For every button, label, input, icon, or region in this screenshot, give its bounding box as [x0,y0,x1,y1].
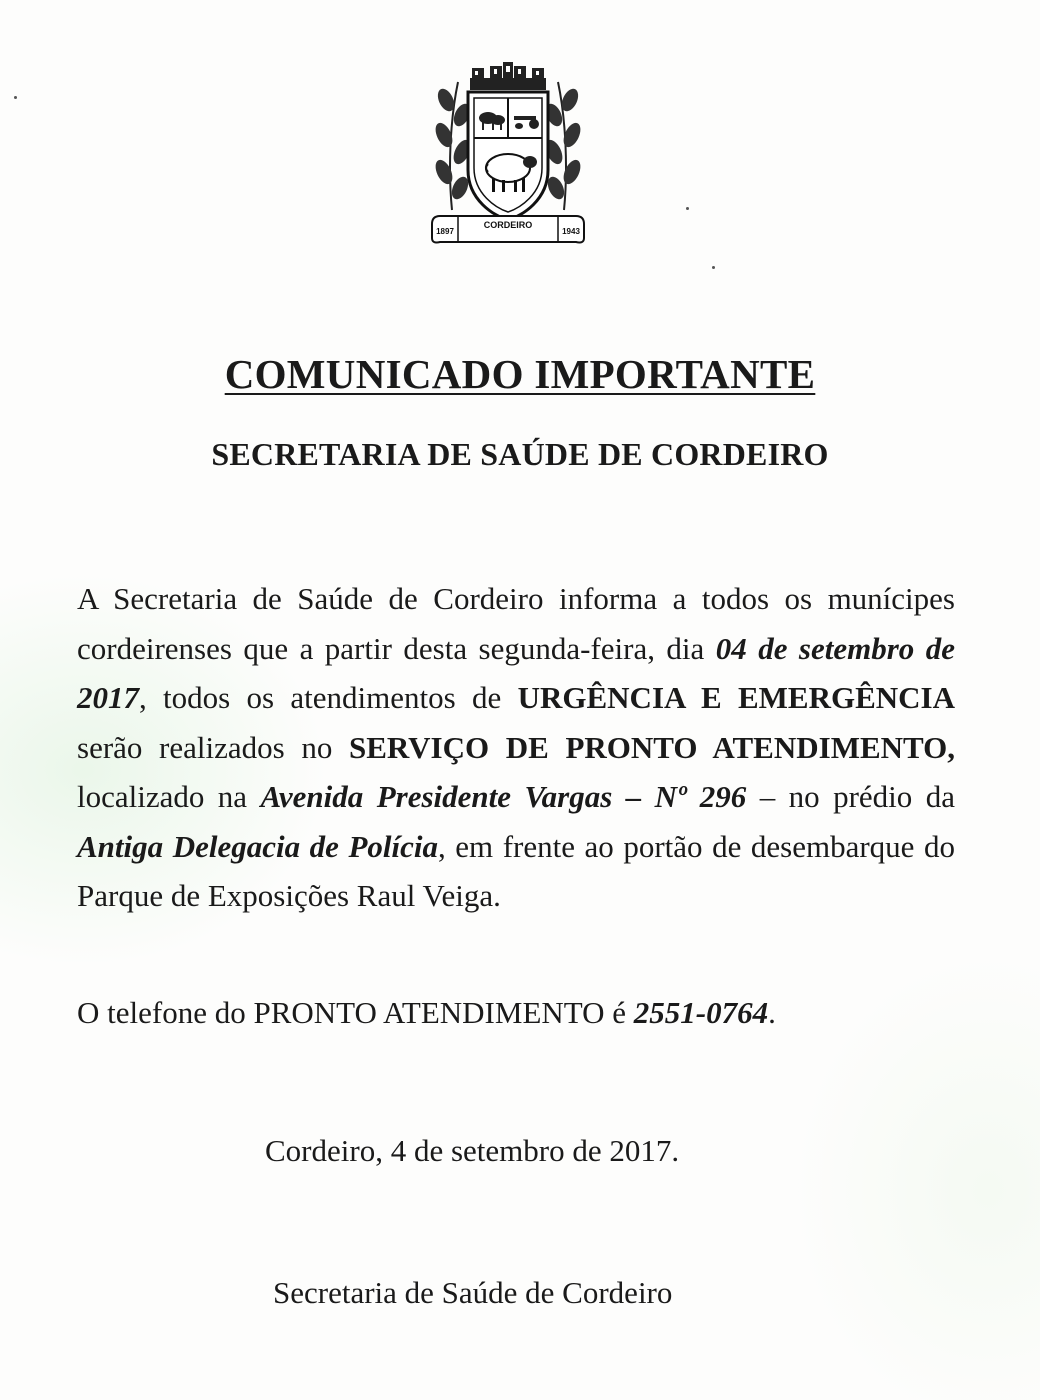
signature: Secretaria de Saúde de Cordeiro [273,1275,673,1310]
scan-speck [712,266,715,269]
body-urgencia: URGÊNCIA E EMERGÊNCIA [517,680,956,715]
body-intro: A Secretaria de Saúde de Cordeiro informa a todos os munícipes cordeirenses que a partir desta segunda-feira, dia [77,581,955,666]
document-subtitle: SECRETARIA DE SAÚDE DE CORDEIRO [211,436,829,472]
body-address: Avenida Presidente Vargas – Nº 296 [260,779,747,814]
coat-of-arms-icon [422,60,594,244]
scan-speck [14,96,17,99]
coat-year-right: 1943 [562,227,580,236]
body-text-3: serão realizados no [77,729,349,765]
phone-label: O telefone do PRONTO ATENDIMENTO é [77,995,634,1030]
body-servico: SERVIÇO DE PRONTO ATENDIMENTO, [348,729,955,765]
phone-number: 2551-0764 [633,995,769,1030]
body-text-6: , em frente ao portão de desembarque do Parque de Exposições Raul Veiga. [77,828,955,913]
body-text-2: , todos os atendimentos de [139,680,518,715]
body-text-5: – no prédio da [746,779,955,814]
scan-speck [686,207,689,210]
coat-year-left: 1897 [436,227,454,236]
date-line: Cordeiro, 4 de setembro de 2017. [265,1133,680,1168]
phone-line [77,993,776,1033]
body-text-4: localizado na [77,779,261,814]
title-text: COMUNICADO IMPORTANTE [224,351,816,397]
body-building: Antiga Delegacia de Polícia [77,828,438,864]
phone-end: . [768,995,776,1030]
body-date-emphasis: 04 de setembro de 2017 [77,630,955,715]
document-title [0,350,1040,398]
announcement-paragraph [77,574,955,921]
coat-scroll-text: CORDEIRO [483,220,533,230]
